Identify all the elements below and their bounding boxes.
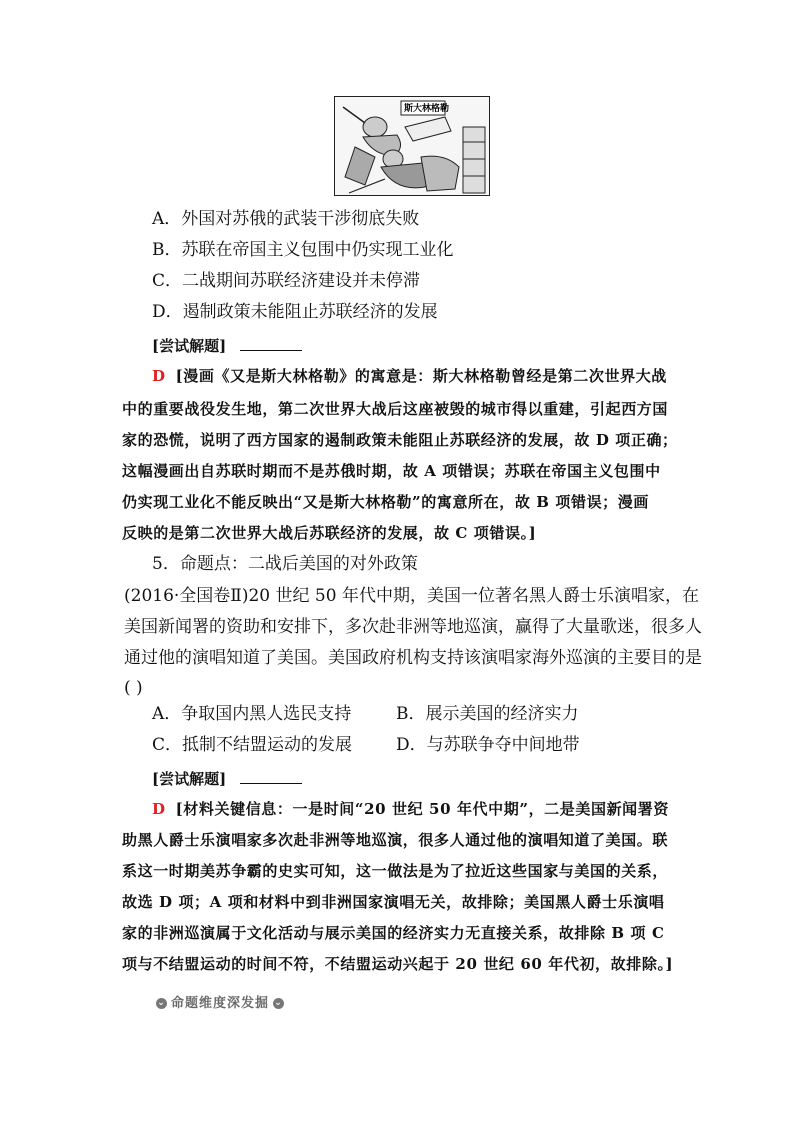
q5-answer-paren: ( ) bbox=[124, 678, 143, 698]
q4-answer-letter: D bbox=[152, 367, 166, 385]
q5-stem-line-2: 美国新闻署的资助和安排下，多次赴非洲等地巡演，赢得了大量歌迷，很多人 bbox=[124, 617, 702, 637]
q5-option-a: A．争取国内黑人选民支持 bbox=[152, 704, 352, 724]
q5-option-b: B．展示美国的经济实力 bbox=[396, 704, 579, 724]
q5-explanation-line-5: 家的非洲巡演属于文化活动与展示美国的经济实力无直接关系，故排除 B 项 C bbox=[122, 924, 665, 942]
q4-explanation-line-4: 这幅漫画出自苏联时期而不是苏俄时期，故 A 项错误；苏联在帝国主义包围中 bbox=[122, 462, 661, 480]
q5-option-d: D．与苏联争夺中间地带 bbox=[396, 735, 580, 755]
q5-explanation-line-2: 助黑人爵士乐演唱家多次赴非洲等地巡演，很多人通过他的演唱知道了美国。联 bbox=[122, 831, 669, 849]
q4-answer-blank bbox=[240, 338, 302, 351]
q4-explanation-line-3: 家的恐慌，说明了西方国家的遏制政策未能阻止苏联经济的发展，故 D 项正确； bbox=[122, 431, 678, 449]
cartoon-drawing bbox=[335, 97, 490, 196]
q4-option-b: B．苏联在帝国主义包围中仍实现工业化 bbox=[152, 240, 454, 260]
q4-explanation-line-1 bbox=[152, 369, 667, 384]
chevron-down-icon: ⌄ bbox=[157, 998, 166, 1008]
q5-option-c: C．抵制不结盟运动的发展 bbox=[152, 735, 353, 755]
q5-explanation-line-1 bbox=[152, 802, 669, 817]
q5-explanation-text-1: [材料关键信息：一是时间“20 世纪 50 年代中期”，二是美国新闻署资 bbox=[175, 800, 669, 818]
q4-explanation-text-1: [漫画《又是斯大林格勒》的寓意是：斯大林格勒曾经是第二次世界大战 bbox=[175, 367, 667, 385]
q5-stem-line-1: (2016·全国卷Ⅱ)20 世纪 50 年代中期，美国一位著名黑人爵士乐演唱家，在 bbox=[124, 586, 699, 606]
q5-answer-letter: D bbox=[152, 800, 166, 818]
q5-answer-blank bbox=[240, 771, 302, 784]
q4-explanation-line-6: 反映的是第二次世界大战后苏联经济的发展，故 C 项错误。] bbox=[122, 524, 537, 542]
q5-explanation-line-3: 系这一时期美苏争霸的史实可知，这一做法是为了拉近这些国家与美国的关系， bbox=[122, 862, 669, 880]
q4-explanation-line-5: 仍实现工业化不能反映出“又是斯大林格勒”的寓意所在，故 B 项错误；漫画 bbox=[122, 493, 649, 511]
q4-option-a: A．外国对苏俄的武装干涉彻底失败 bbox=[152, 209, 420, 229]
chevron-down-icon: ⌄ bbox=[274, 998, 283, 1008]
section-tag-label: 命题维度深发掘 bbox=[171, 996, 270, 1011]
cartoon-caption: 斯大林格勒 bbox=[404, 104, 450, 114]
q5-try-label: [尝试解题] bbox=[152, 770, 227, 788]
q5-explanation-line-4: 故选 D 项；A 项和材料中到非洲国家演唱无关，故排除；美国黑人爵士乐演唱 bbox=[122, 893, 665, 911]
cartoon-illustration bbox=[334, 96, 490, 196]
q4-option-c: C．二战期间苏联经济建设并未停滞 bbox=[152, 271, 421, 291]
q4-option-d: D．遏制政策未能阻止苏联经济的发展 bbox=[152, 302, 438, 322]
q5-stem-line-3: 通过他的演唱知道了美国。美国政府机构支持该演唱家海外巡演的主要目的是 bbox=[124, 648, 702, 668]
section-tag bbox=[152, 992, 288, 1011]
q4-try-label: [尝试解题] bbox=[152, 337, 227, 355]
q5-try-row bbox=[152, 771, 302, 787]
q5-heading: 5．命题点：二战后美国的对外政策 bbox=[152, 554, 418, 574]
q4-explanation-line-2: 中的重要战役发生地，第二次世界大战后这座被毁的城市得以重建，引起西方国 bbox=[122, 400, 669, 418]
q4-try-row bbox=[152, 338, 302, 354]
q5-explanation-line-6: 项与不结盟运动的时间不符，不结盟运动兴起于 20 世纪 60 年代初，故排除。] bbox=[122, 955, 674, 973]
